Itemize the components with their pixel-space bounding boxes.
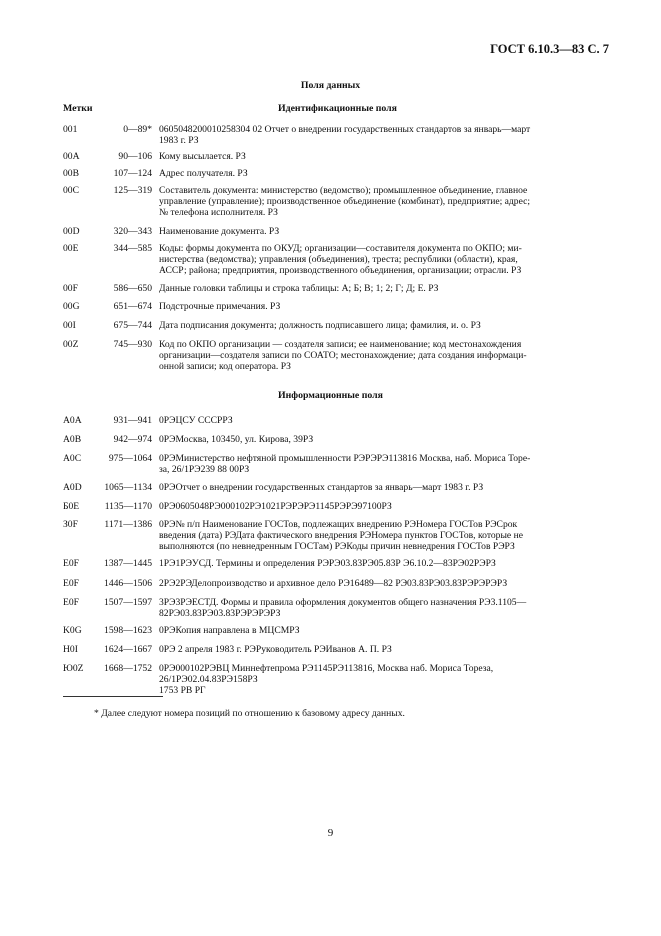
footnote: * Далее следуют номера позиций по отношению к базовому адресу данных. bbox=[94, 708, 405, 719]
row-range: 90—106 bbox=[118, 151, 152, 162]
row-content-line: нистерства (ведомства); управления (объединения), треста; республики (области), края, bbox=[159, 254, 518, 265]
row-content bbox=[159, 124, 597, 146]
row-content bbox=[159, 339, 597, 372]
row-label: 00F bbox=[63, 283, 78, 294]
row-content-line: управление (управление); производственное объединение (комбинат), предприятие; адрес; bbox=[159, 196, 531, 207]
row-content-line: 2РЭ2РЭДелопроизводство и архивное дело РЭ16489—82 РЭ03.83РЭ03.83РЭРЭРЭРЗ bbox=[159, 578, 508, 589]
row-label: 00C bbox=[63, 185, 79, 196]
row-content-line: выполняются (по невнедренным ГОСТам) РЭКоды причин невнедрения ГОСТов РЭРЗ bbox=[159, 541, 515, 552]
row-label: E0F bbox=[63, 558, 79, 569]
row-range: 1387—1445 bbox=[104, 558, 152, 569]
row-content bbox=[159, 482, 597, 493]
row-label: 00I bbox=[63, 320, 76, 331]
row-content-line: Коды: формы документа по ОКУД; организации—составителя документа по ОКПО; ми- bbox=[159, 243, 522, 254]
row-content-line: Кому высылается. РЗ bbox=[159, 151, 246, 162]
row-content bbox=[159, 597, 597, 619]
row-range: 651—674 bbox=[113, 301, 152, 312]
row-range: 1668—1752 bbox=[104, 663, 152, 674]
column-header-labels: Метки bbox=[63, 103, 93, 114]
row-content-line: Дата подписания документа; должность подписавшего лица; фамилия, и. о. РЗ bbox=[159, 320, 481, 331]
row-label: A0C bbox=[63, 453, 82, 464]
row-range: 1598—1623 bbox=[104, 625, 152, 636]
row-label: 00D bbox=[63, 226, 80, 237]
row-range: 1446—1506 bbox=[104, 578, 152, 589]
row-content-line: 82РЭ03.83РЭ03.83РЭРЭРЭРЗ bbox=[159, 608, 281, 619]
row-range: 675—744 bbox=[113, 320, 152, 331]
row-label: E0F bbox=[63, 597, 79, 608]
row-content-line: за, 26/1РЭ239 88 00РЗ bbox=[159, 464, 250, 475]
row-content bbox=[159, 168, 597, 179]
row-label: 00E bbox=[63, 243, 79, 254]
row-content bbox=[159, 663, 597, 696]
row-content bbox=[159, 283, 597, 294]
row-range: 745—930 bbox=[113, 339, 152, 350]
row-content-line: № телефона исполнителя. РЗ bbox=[159, 207, 278, 218]
row-content-line: АССР; района; предприятия, производственного объединения, организации; отрасли. РЗ bbox=[159, 265, 522, 276]
row-content bbox=[159, 434, 597, 445]
page-header: ГОСТ 6.10.3—83 С. 7 bbox=[490, 42, 609, 56]
section-title: Поля данных bbox=[300, 80, 361, 91]
row-range: 586—650 bbox=[113, 283, 152, 294]
row-label: H0I bbox=[63, 644, 78, 655]
row-label: 00G bbox=[63, 301, 80, 312]
row-label: 00B bbox=[63, 168, 79, 179]
row-range: 975—1064 bbox=[108, 453, 152, 464]
row-content-line: Составитель документа: министерство (ведомство); промышленное объединение, главное bbox=[159, 185, 528, 196]
row-label: Ю0Z bbox=[63, 663, 84, 674]
row-content-line: Наименование документа. РЗ bbox=[159, 226, 280, 237]
row-content-line: 0РЭМосква, 103450, ул. Кирова, 39РЗ bbox=[159, 434, 314, 445]
row-range: 0—89* bbox=[123, 124, 152, 135]
row-content-line: Подстрочные примечания. РЗ bbox=[159, 301, 281, 312]
row-label: 00A bbox=[63, 151, 80, 162]
row-label: З0F bbox=[63, 519, 78, 530]
row-content bbox=[159, 558, 597, 569]
row-label: Б0Е bbox=[63, 501, 80, 512]
row-content bbox=[159, 320, 597, 331]
row-range: 107—124 bbox=[113, 168, 152, 179]
row-content bbox=[159, 226, 597, 237]
row-range: 1507—1597 bbox=[104, 597, 152, 608]
row-content bbox=[159, 644, 597, 655]
row-content-line: 1983 г. РЗ bbox=[159, 135, 199, 146]
row-content-line: 0РЭ№ п/п Наименование ГОСТов, подлежащих внедрению РЭНомера ГОСТов РЭСрок bbox=[159, 519, 518, 530]
row-content-line: 0РЭЦСУ СССРРЗ bbox=[159, 415, 233, 426]
row-content bbox=[159, 151, 597, 162]
row-content bbox=[159, 519, 597, 552]
row-content bbox=[159, 185, 597, 218]
column-header-ident: Идентификационные поля bbox=[278, 103, 397, 114]
row-content-line: 26/1РЭ02.04.83РЭ158РЗ bbox=[159, 674, 258, 685]
row-content bbox=[159, 625, 597, 636]
row-range: 320—343 bbox=[113, 226, 152, 237]
row-range: 931—941 bbox=[113, 415, 152, 426]
footnote-divider bbox=[63, 696, 163, 697]
row-content-line: 0РЭКопия направлена в МЦСМРЗ bbox=[159, 625, 300, 636]
row-content bbox=[159, 453, 597, 475]
row-content-line: 0РЭОтчет о внедрении государственных стандартов за январь—март 1983 г. РЗ bbox=[159, 482, 484, 493]
row-label: 00Z bbox=[63, 339, 79, 350]
row-range: 1171—1386 bbox=[104, 519, 152, 530]
row-content-line: 1РЭ1РЭУСД. Термины и определения РЭРЭ03.83РЭ05.83Р Э6.10.2—83РЭ02РЭРЗ bbox=[159, 558, 496, 569]
info-section-title: Информационные поля bbox=[278, 390, 383, 401]
row-content bbox=[159, 243, 597, 276]
row-content-line: Код по ОКПО организации — создателя записи; ее наименование; код местонахождения bbox=[159, 339, 522, 350]
row-label: K0G bbox=[63, 625, 82, 636]
row-label: A0A bbox=[63, 415, 82, 426]
row-label: A0B bbox=[63, 434, 82, 445]
row-content-line: введения (дата) РЭДата фактического внедрения РЭНомера пунктов ГОСТов, которые не bbox=[159, 530, 523, 541]
row-content-line: онной записи; код оператора. РЗ bbox=[159, 361, 291, 372]
row-content bbox=[159, 578, 597, 589]
row-content-line: 0РЭ 2 апреля 1983 г. РЭРуководитель РЭИванов А. П. РЗ bbox=[159, 644, 392, 655]
row-content-line: Данные головки таблицы и строка таблицы: А; Б; В; 1; 2; Г; Д; Е. РЗ bbox=[159, 283, 439, 294]
row-label: A0D bbox=[63, 482, 82, 493]
row-content-line: 0РЭ000102РЭВЦ Миннефтепрома РЭ1145РЭ113816, Москва наб. Мориса Тореза, bbox=[159, 663, 494, 674]
row-content-line: 0605048200010258304 02 Отчет о внедрении государственных стандартов за январь—март bbox=[159, 124, 531, 135]
row-range: 1624—1667 bbox=[104, 644, 152, 655]
row-range: 1065—1134 bbox=[104, 482, 152, 493]
row-content-line: 1753 РВ РГ bbox=[159, 685, 206, 696]
row-content bbox=[159, 501, 597, 512]
row-content-line: 0РЭМинистерство нефтяной промышленности РЭРЭРЭ113816 Москва, наб. Мориса Торе- bbox=[159, 453, 531, 464]
row-range: 1135—1170 bbox=[104, 501, 152, 512]
row-range: 942—974 bbox=[113, 434, 152, 445]
row-content-line: 0РЭ0605048РЭ000102РЭ1021РЭРЭРЭ1145РЭРЭ97100РЗ bbox=[159, 501, 392, 512]
row-label: E0F bbox=[63, 578, 79, 589]
row-content bbox=[159, 415, 597, 426]
row-label: 001 bbox=[63, 124, 78, 135]
row-content-line: Адрес получателя. РЗ bbox=[159, 168, 248, 179]
row-content-line: организации—создателя записи по СОАТО; местонахождение; дата создания информаци- bbox=[159, 350, 527, 361]
row-range: 125—319 bbox=[113, 185, 152, 196]
page-number: 9 bbox=[327, 827, 334, 839]
row-range: 344—585 bbox=[113, 243, 152, 254]
row-content bbox=[159, 301, 597, 312]
row-content-line: 3РЭ3РЭЕСТД. Формы и правила оформления документов общего назначения РЭ3.1105— bbox=[159, 597, 527, 608]
